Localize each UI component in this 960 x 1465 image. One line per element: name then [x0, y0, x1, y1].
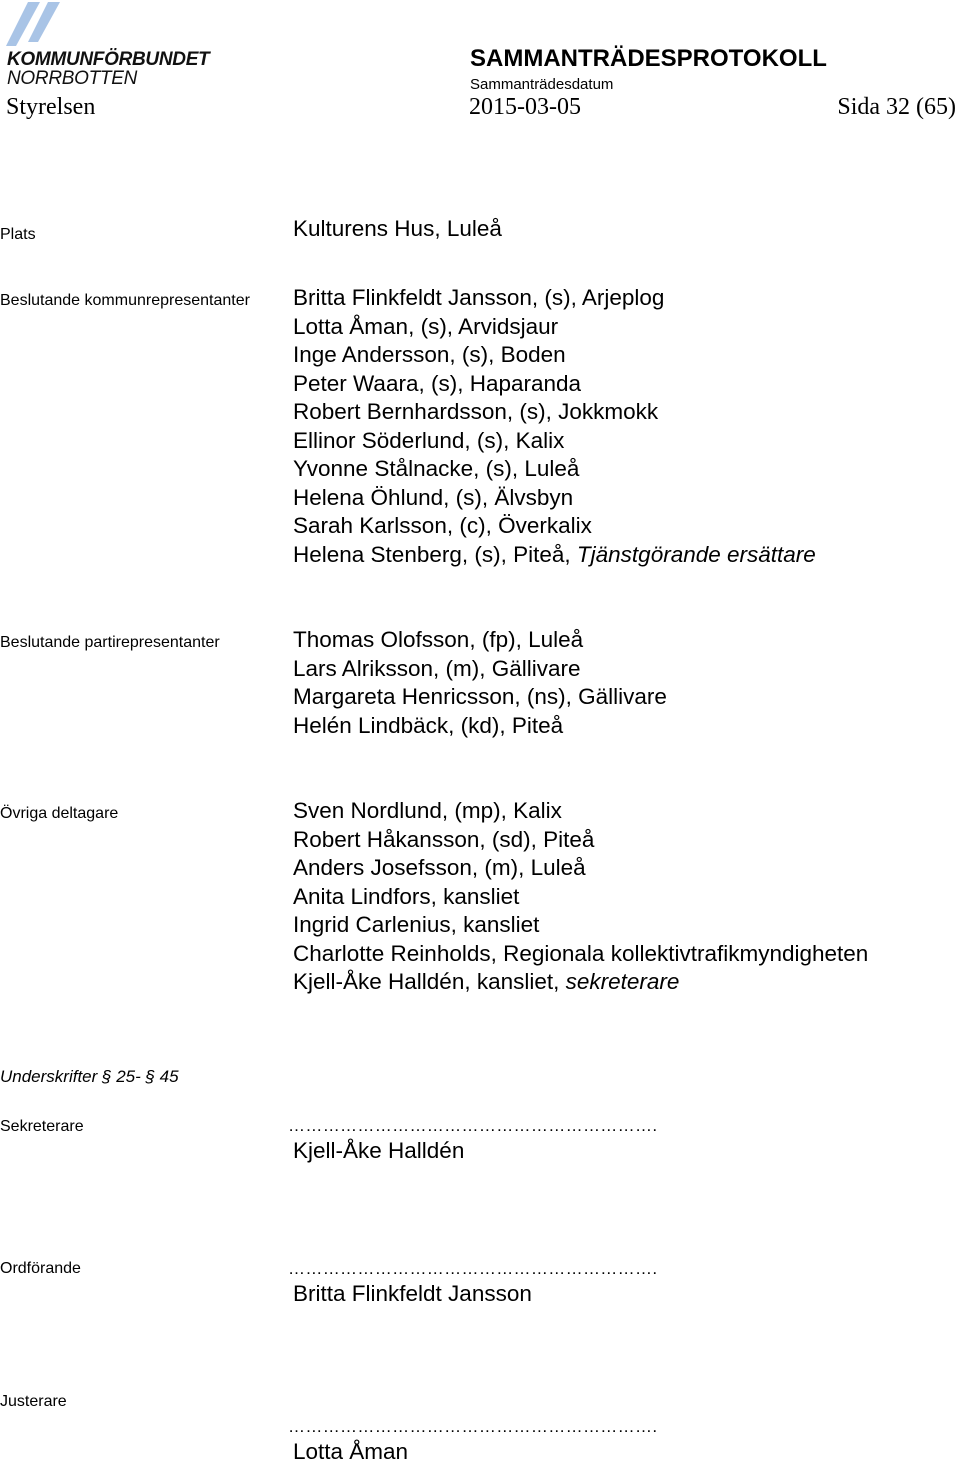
board-name: Styrelsen	[6, 94, 96, 120]
list-item	[293, 968, 868, 997]
secretary-name: Kjell-Åke Halldén	[293, 1138, 465, 1163]
plats-label: Plats	[0, 226, 36, 243]
partirep-label: Beslutande partirepresentanter	[0, 634, 220, 651]
partirep-list	[293, 626, 667, 740]
list-item: Lotta Åman, (s), Arvidsjaur	[293, 313, 559, 339]
page-number: Sida 32 (65)	[837, 94, 956, 120]
ovriga-label: Övriga deltagare	[0, 805, 119, 822]
signature-line: ……………………………………………………….	[288, 1417, 658, 1436]
organization-logo	[4, 2, 216, 88]
logo-line-2: NORRBOTTEN	[7, 68, 138, 89]
signature-line: ……………………………………………………….	[288, 1259, 658, 1278]
logo-stripes-icon	[6, 2, 66, 48]
member-text: Kjell-Åke Halldén, kansliet,	[293, 969, 566, 994]
list-item: Helén Lindbäck, (kd), Piteå	[293, 712, 564, 738]
adjuster-name: Lotta Åman	[293, 1439, 409, 1464]
logo-line-1: KOMMUNFÖRBUNDET	[7, 49, 210, 70]
list-item: Britta Flinkfeldt Jansson, (s), Arjeplog	[293, 285, 665, 310]
signatures-heading: Underskrifter § 25- § 45	[0, 1067, 179, 1086]
chairman-label: Ordförande	[0, 1260, 81, 1277]
plats-value: Kulturens Hus, Luleå	[293, 216, 502, 241]
list-item: Anders Josefsson, (m), Luleå	[293, 855, 586, 880]
meeting-date: 2015-03-05	[469, 94, 581, 120]
signature-line: ……………………………………………………….	[288, 1116, 658, 1135]
list-item: Anita Lindfors, kansliet	[293, 883, 520, 909]
member-text: Helena Stenberg, (s), Piteå,	[293, 541, 577, 567]
list-item: Sven Nordlund, (mp), Kalix	[293, 798, 562, 823]
list-item: Peter Waara, (s), Haparanda	[293, 370, 582, 396]
list-item: Margareta Henricsson, (ns), Gällivare	[293, 684, 667, 709]
list-item: Yvonne Stålnacke, (s), Luleå	[293, 456, 580, 481]
list-item: Ingrid Carlenius, kansliet	[293, 912, 540, 937]
meeting-date-label: Sammanträdesdatum	[470, 76, 614, 93]
list-item: Thomas Olofsson, (fp), Luleå	[293, 627, 584, 652]
kommunrep-label: Beslutande kommunrepresentanter	[0, 292, 250, 309]
member-role: Tjänstgörande ersättare	[576, 541, 816, 567]
list-item: Ellinor Söderlund, (s), Kalix	[293, 427, 565, 453]
adjuster-label: Justerare	[0, 1393, 67, 1410]
list-item: Helena Öhlund, (s), Älvsbyn	[293, 484, 574, 510]
secretary-label: Sekreterare	[0, 1118, 84, 1135]
list-item: Robert Håkansson, (sd), Piteå	[293, 826, 595, 852]
list-item: Robert Bernhardsson, (s), Jokkmokk	[293, 399, 659, 424]
chairman-name: Britta Flinkfeldt Jansson	[293, 1281, 532, 1306]
kommunrep-list	[293, 284, 816, 569]
list-item: Charlotte Reinholds, Regionala kollektivtrafikmyndigheten	[293, 940, 869, 966]
ovriga-list	[293, 797, 868, 997]
member-role: sekreterare	[565, 969, 680, 994]
list-item: Lars Alriksson, (m), Gällivare	[293, 655, 581, 681]
document-title: SAMMANTRÄDESPROTOKOLL	[470, 45, 827, 72]
list-item	[293, 541, 816, 570]
list-item: Sarah Karlsson, (c), Överkalix	[293, 513, 592, 538]
list-item: Inge Andersson, (s), Boden	[293, 342, 566, 367]
